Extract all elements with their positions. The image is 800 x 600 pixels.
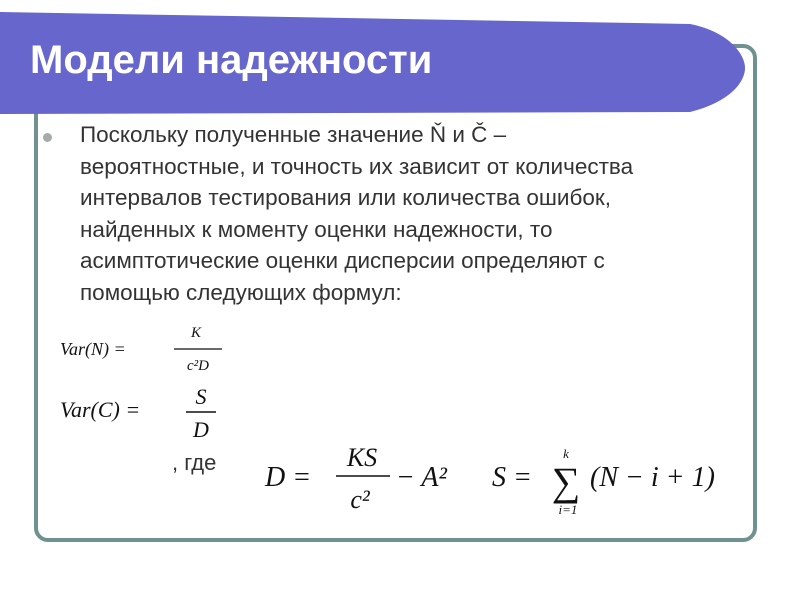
d-def-rest: − A² — [396, 462, 447, 493]
where-label: , где — [172, 450, 217, 475]
formula-var-n — [60, 325, 222, 374]
d-def-denominator: c² — [350, 485, 370, 514]
body-line: вероятностные, и точность их зависит от количества — [80, 153, 634, 179]
s-def-lhs: S = — [492, 462, 532, 493]
sigma-icon: ∑ — [551, 459, 581, 504]
var-c-numerator: S — [195, 384, 207, 409]
var-c-denominator: D — [193, 417, 209, 442]
body-line: асимптотические оценки дисперсии определяют с — [80, 248, 605, 273]
formula-var-c — [60, 384, 216, 442]
slide-title: Модели надежности — [30, 38, 433, 82]
var-n-denominator: c²D — [187, 358, 209, 374]
var-n-lhs: Var(N) = — [60, 339, 126, 359]
body-line: Поскольку полученные значение Ň и Č – — [80, 122, 507, 147]
var-n-numerator: K — [190, 325, 202, 341]
body-line: интервалов тестирования или количества ошибок, — [80, 185, 611, 210]
s-def-lower-limit: i=1 — [558, 502, 578, 517]
s-def-body: (N − i + 1) — [590, 462, 715, 493]
body-line: найденных к моменту оценки надежности, то — [80, 216, 553, 242]
var-c-lhs: Var(C) = — [60, 397, 141, 422]
s-def-upper-limit: k — [563, 446, 569, 461]
formula-d-def — [264, 443, 447, 514]
body-line: помощью следующих формул: — [80, 279, 402, 305]
d-def-lhs: D = — [265, 462, 312, 493]
d-def-numerator: KS — [346, 443, 378, 472]
formula-s-def — [492, 446, 715, 517]
